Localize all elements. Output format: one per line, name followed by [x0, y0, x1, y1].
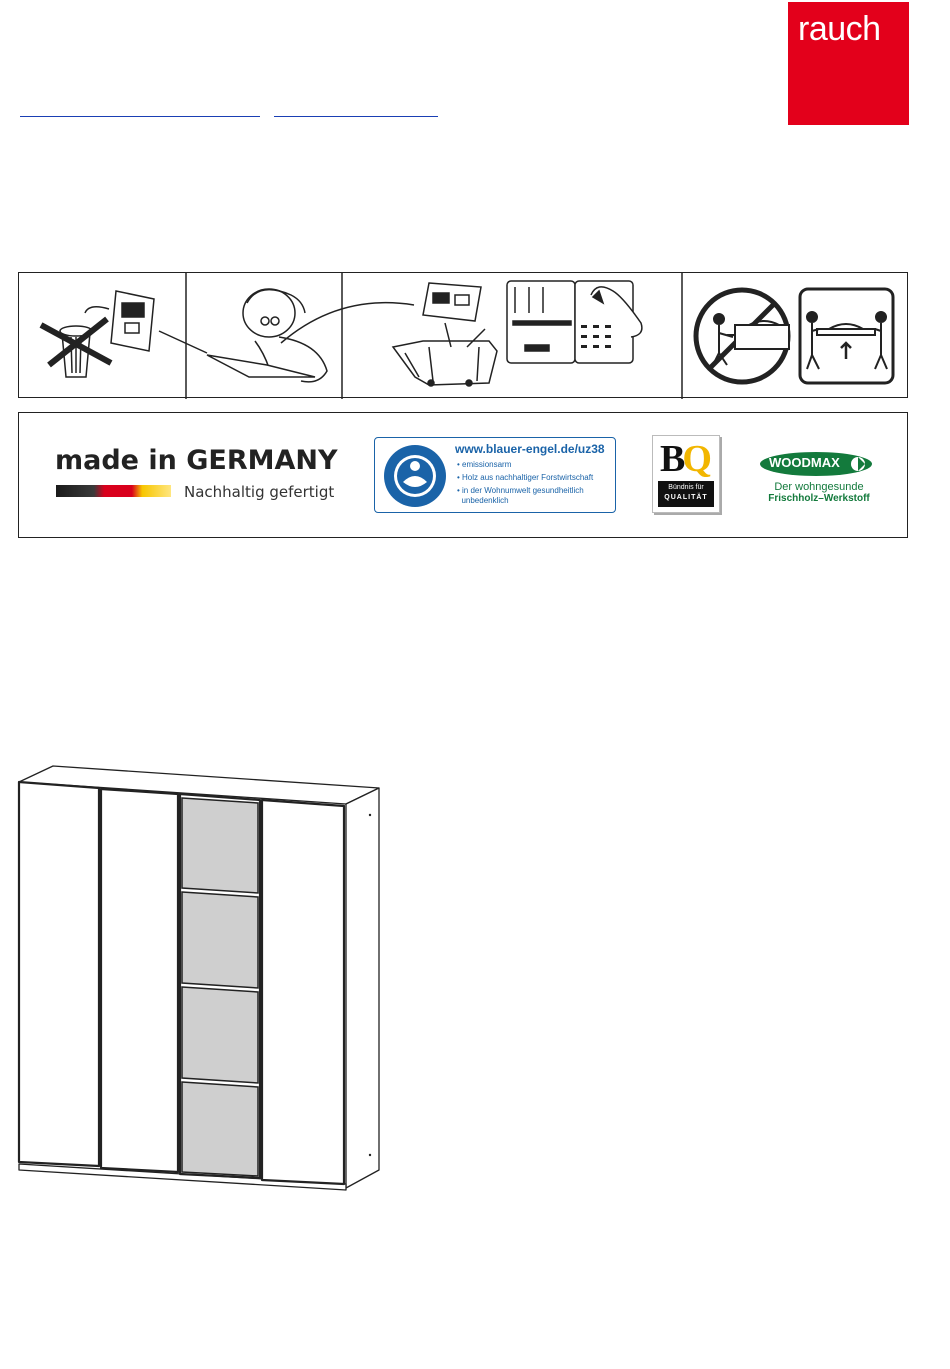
blauer-engel-url[interactable]: www.blauer-engel.de/uz38 [455, 442, 605, 456]
bq-caption-line2: QUALITÄT [664, 494, 708, 501]
german-flag-stripe [56, 485, 171, 497]
blauer-engel-item: unbedenklich [457, 496, 509, 505]
brand-logo [788, 2, 909, 125]
woodmax-name: WOODMAX [769, 455, 840, 470]
reading-person-icon [159, 289, 414, 382]
made-in-germany-subtitle: Nachhaltig gefertigt [184, 483, 335, 501]
trash-crossed-icon [41, 291, 154, 377]
blauer-engel-item: • in der Wohnumwelt gesundheitlich [457, 486, 584, 495]
two-person-lift-icon [800, 289, 893, 383]
wardrobe-illustration [15, 760, 385, 1200]
bq-caption-line1: Bündnis für [668, 484, 704, 491]
instruction-pictograms-svg [19, 273, 909, 399]
blauer-engel-item: • Holz aus nachhaltiger Forstwirtschaft [457, 473, 594, 482]
bq-letters: BQ [660, 438, 709, 480]
blauer-engel-item: • emissionsarm [457, 460, 512, 469]
brand-logo-text: rauch [798, 10, 881, 48]
made-in-germany-title: made in GERMANY [55, 445, 338, 476]
instruction-pictograms [18, 272, 908, 398]
do-not-push-icon [696, 290, 789, 382]
certifications-panel [18, 412, 908, 538]
woodmax-tagline-1: Der wohngesunde [774, 481, 864, 493]
link-underline-1[interactable] [20, 116, 260, 117]
link-underline-2[interactable] [274, 116, 438, 117]
blauer-engel-seal-icon [383, 444, 447, 508]
bq-quality-logo [652, 435, 720, 513]
file-documents-icon [393, 281, 642, 386]
blauer-engel-label [374, 437, 616, 513]
woodmax-tagline-2: Frischholz–Werkstoff [768, 493, 870, 504]
